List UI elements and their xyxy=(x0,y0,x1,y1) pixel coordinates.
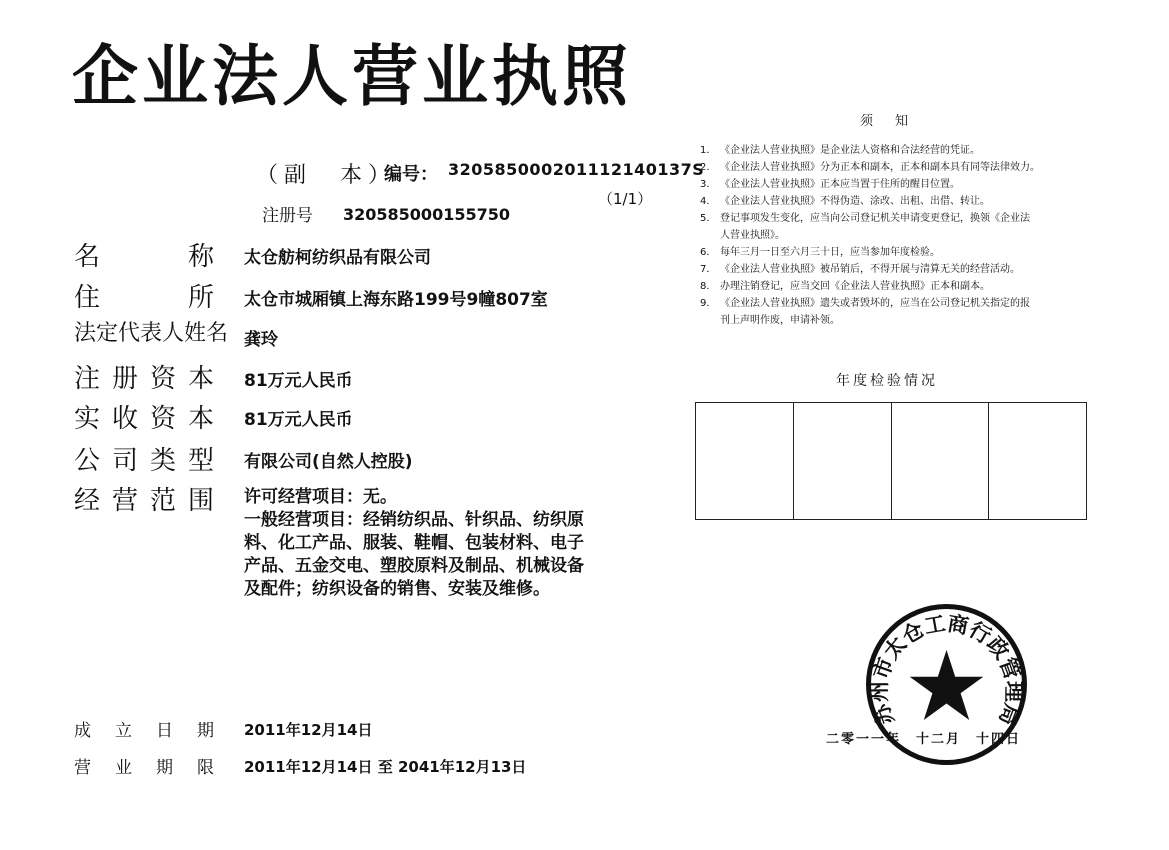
field-label-address: 住所 xyxy=(74,283,214,313)
field-label-legal-rep: 法定代表人姓名 xyxy=(74,321,229,346)
number-label: 编号： xyxy=(384,164,438,185)
notice-item xyxy=(700,261,1100,278)
seal-text: 苏州市太仓工商行政管理局 xyxy=(866,610,1027,729)
field-value-paid-capital: 81万元人民币 xyxy=(244,410,353,430)
scope-line: 及配件；纺织设备的销售、安装及维修。 xyxy=(244,579,550,599)
notice-num: 9． xyxy=(700,298,717,309)
field-label-paid-capital: 实收资本 xyxy=(74,404,214,434)
registration-label: 注册号 xyxy=(262,206,313,226)
notice-line: 《企业法人营业执照》正本应当置于住所的醒目位置。 xyxy=(720,179,960,190)
annual-inspection-cell xyxy=(794,403,892,519)
notice-item xyxy=(700,210,1100,244)
notice-num: 1． xyxy=(700,145,717,156)
registration-value: 320585000155750 xyxy=(343,205,510,224)
scope-line: 产品、五金交电、塑胶原料及制品、机械设备 xyxy=(244,556,584,576)
notice-line: 《企业法人营业执照》不得伪造、涂改、出租、出借、转让。 xyxy=(720,196,990,207)
notice-num: 4． xyxy=(700,196,717,207)
star-icon xyxy=(910,650,984,720)
annual-inspection-grid xyxy=(695,402,1087,520)
scope-line: 一般经营项目：经销纺织品、针织品、纺织原 xyxy=(244,510,584,530)
field-value-legal-rep: 龚玲 xyxy=(244,330,278,350)
field-label-company-type: 公司类型 xyxy=(74,446,214,476)
established-value: 2011年12月14日 xyxy=(244,721,373,739)
notice-line: 《企业法人营业执照》是企业法人资格和合法经营的凭证。 xyxy=(720,145,980,156)
annual-inspection-title: 年度检验情况 xyxy=(836,373,938,389)
notice-line: 《企业法人营业执照》遗失或者毁坏的，应当在公司登记机关指定的报 xyxy=(720,298,1030,309)
copy-label: （副 本） xyxy=(256,163,397,188)
business-scope-text xyxy=(244,486,644,601)
notice-line: 办理注销登记，应当交回《企业法人营业执照》正本和副本。 xyxy=(720,281,990,292)
field-label-registered-capital: 注册资本 xyxy=(74,364,214,394)
field-label-business-scope: 经营范围 xyxy=(74,486,214,516)
notice-num: 2． xyxy=(700,162,717,173)
notice-item xyxy=(700,278,1100,295)
notice-line: 刊上声明作废，申请补领。 xyxy=(720,315,840,326)
established-label: 成立日期 xyxy=(74,721,214,741)
notice-item xyxy=(700,142,1100,159)
term-value: 2011年12月14日 至 2041年12月13日 xyxy=(244,758,527,776)
notice-item xyxy=(700,244,1100,261)
annual-inspection-cell xyxy=(892,403,990,519)
notice-line: 《企业法人营业执照》被吊销后，不得开展与清算无关的经营活动。 xyxy=(720,264,1020,275)
notice-num: 6． xyxy=(700,247,717,258)
number-value: 320585000201112140137S xyxy=(448,160,705,179)
notice-num: 7． xyxy=(700,264,717,275)
notice-title: 须知 xyxy=(860,114,931,129)
notice-item xyxy=(700,159,1100,176)
scope-line: 许可经营项目：无。 xyxy=(244,487,397,507)
notice-line: 登记事项发生变化，应当向公司登记机关申请变更登记，换领《企业法 xyxy=(720,213,1030,224)
field-label-name: 名称 xyxy=(74,242,214,272)
notice-line: 《企业法人营业执照》分为正本和副本，正本和副本具有同等法律效力。 xyxy=(720,162,1040,173)
notice-line: 每年三月一日至六月三十日，应当参加年度检验。 xyxy=(720,247,940,258)
term-label: 营业期限 xyxy=(74,758,214,778)
document-title: 企业法人营业执照 xyxy=(72,38,632,115)
page-indicator: （1/1） xyxy=(598,190,653,208)
scope-line: 料、化工产品、服装、鞋帽、包装材料、电子 xyxy=(244,533,584,553)
notice-item xyxy=(700,193,1100,210)
notice-line: 人营业执照》。 xyxy=(720,230,785,241)
field-value-address: 太仓市城厢镇上海东路199号9幢807室 xyxy=(244,290,548,310)
notice-num: 5． xyxy=(700,213,717,224)
annual-inspection-cell xyxy=(989,403,1086,519)
field-value-company-type: 有限公司(自然人控股) xyxy=(244,452,413,472)
notice-num: 8． xyxy=(700,281,717,292)
notice-item xyxy=(700,295,1100,329)
annual-inspection-cell xyxy=(696,403,794,519)
field-value-registered-capital: 81万元人民币 xyxy=(244,371,353,391)
field-value-name: 太仓舫柯纺织品有限公司 xyxy=(244,248,431,268)
issue-date: 二零一一年 十二月 十四日 xyxy=(826,732,1022,747)
notice-list xyxy=(700,142,1100,329)
notice-item xyxy=(700,176,1100,193)
notice-num: 3． xyxy=(700,179,717,190)
